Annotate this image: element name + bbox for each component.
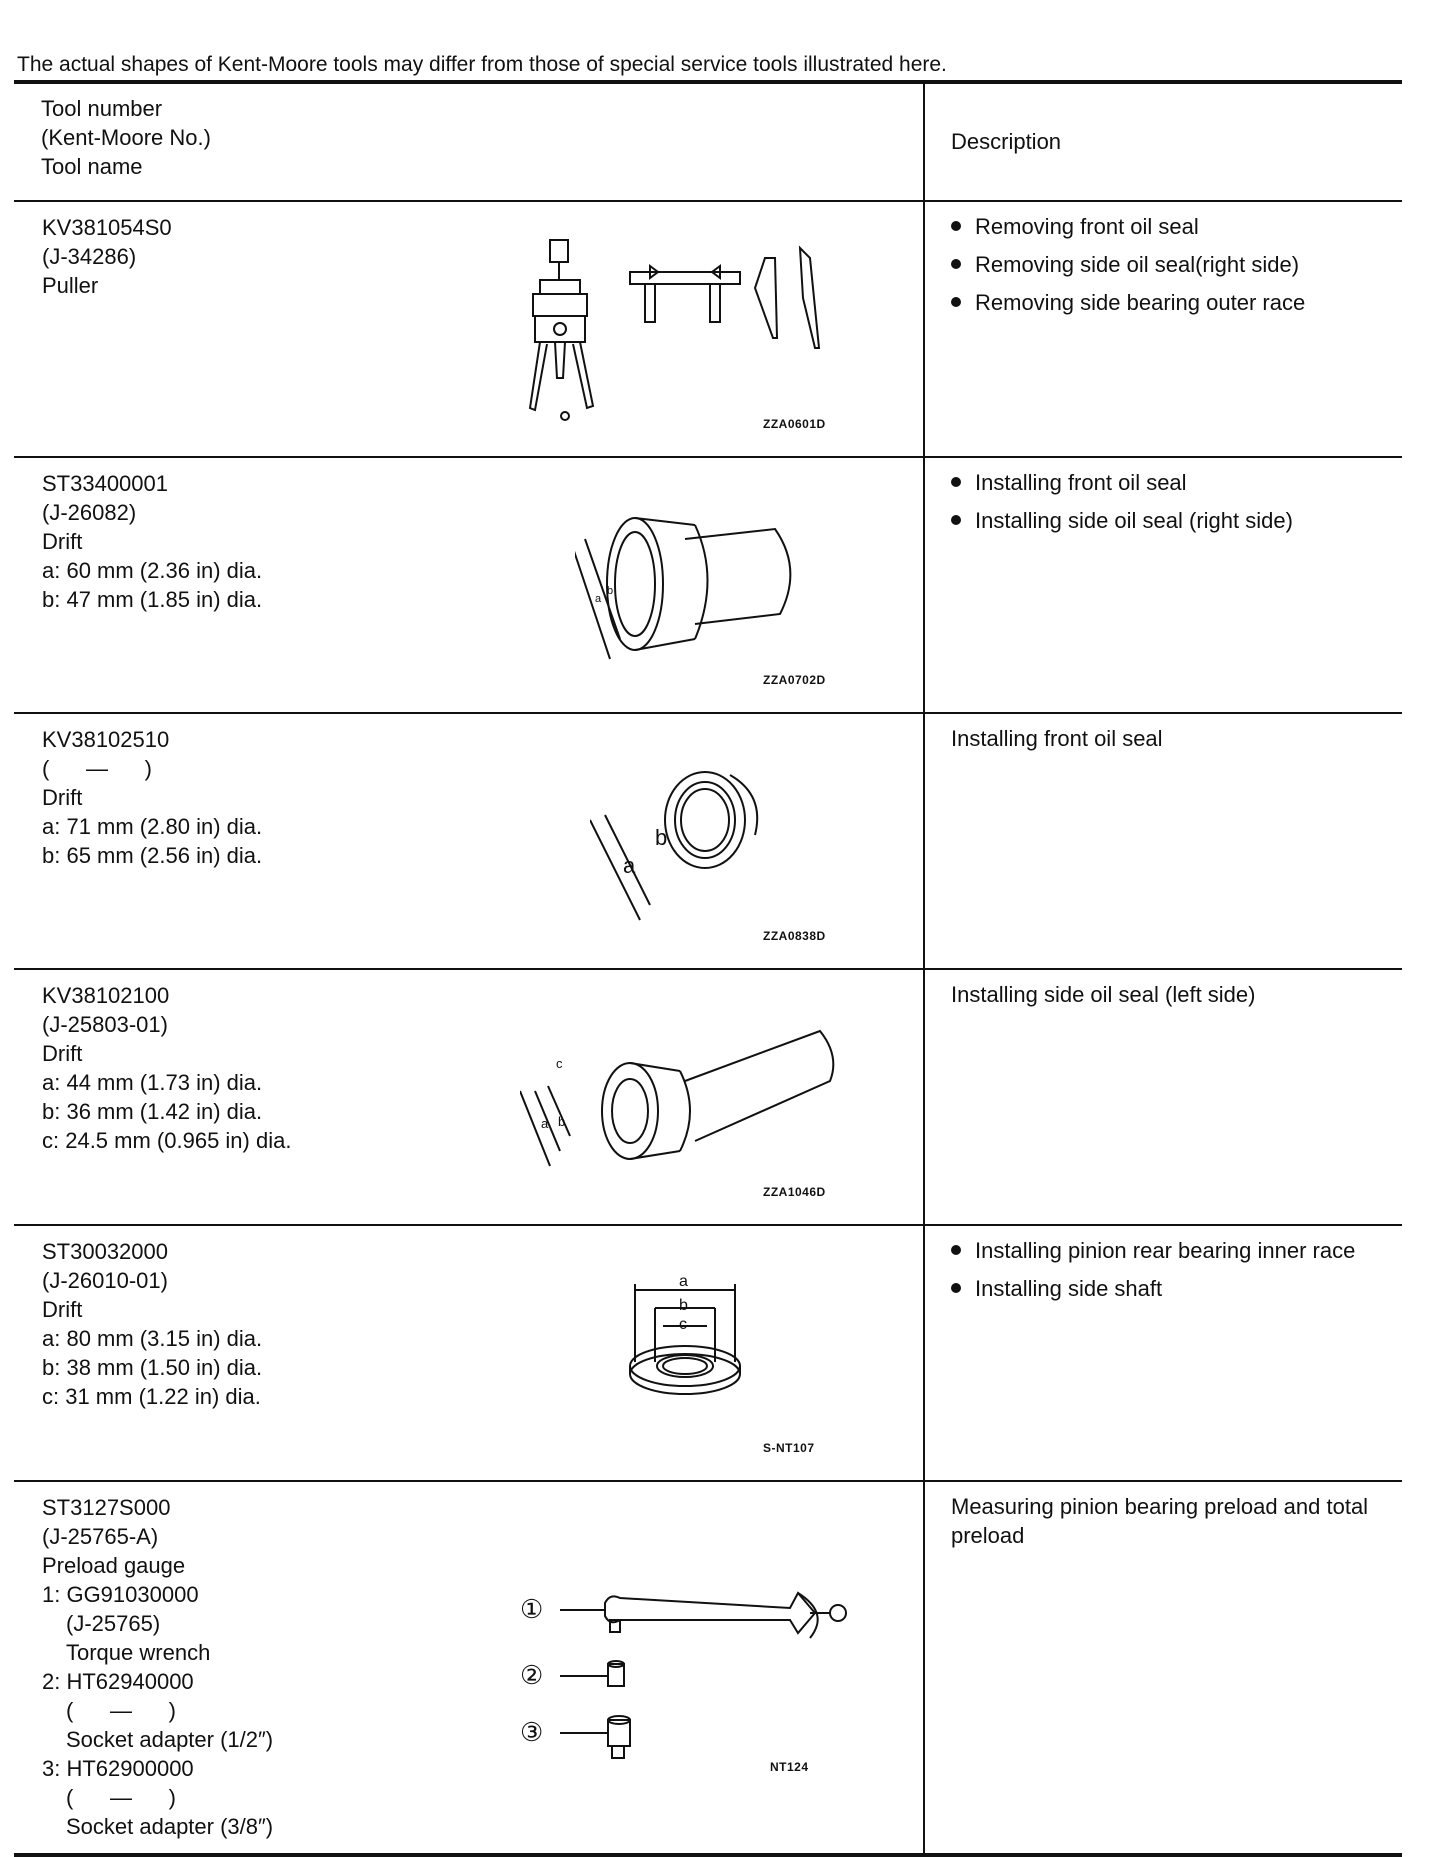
preload-gauge-illustration [540, 1568, 880, 1768]
dimension-b: b: 47 mm (1.85 in) dia. [42, 587, 263, 612]
figure-code: NT124 [770, 1760, 809, 1774]
figure-label: a [623, 853, 636, 878]
bullet-icon [951, 1283, 961, 1293]
list-item: Installing pinion rear bearing inner race [951, 1236, 1401, 1265]
table-row [14, 713, 1402, 969]
component-name: Torque wrench [66, 1640, 211, 1665]
dimension-a: a: 80 mm (3.15 in) dia. [42, 1326, 263, 1351]
tool-name: Puller [42, 273, 99, 298]
figure-label: a [595, 593, 602, 605]
figure-label: b [655, 825, 668, 850]
list-item: Removing front oil seal [951, 212, 1401, 241]
kent-moore-number: ( — ) [42, 756, 152, 781]
description-cell: Measuring pinion bearing preload and total preload [924, 1481, 1402, 1855]
description-cell [924, 457, 1402, 713]
figure-label: b [607, 585, 614, 597]
description-cell [924, 1225, 1402, 1481]
component-number: 2: HT62940000 [42, 1669, 194, 1694]
header-description-cell: Description [924, 82, 1402, 201]
special-service-tools-table [14, 80, 1402, 1857]
figure-code: ZZA0838D [763, 929, 826, 943]
component-number: 1: GG91030000 [42, 1582, 199, 1607]
list-item: Installing front oil seal [951, 468, 1401, 497]
tool-number: KV38102510 [42, 727, 170, 752]
intro-note: The actual shapes of Kent-Moore tools may differ from those of special service tools illustrated here. [17, 53, 947, 76]
tool-number: KV38102100 [42, 983, 170, 1008]
drift-illustration [520, 1011, 860, 1181]
figure-label: c [679, 1316, 688, 1333]
tool-name: Drift [42, 785, 83, 810]
list-item: Installing side oil seal (right side) [951, 506, 1401, 535]
tool-number: ST33400001 [42, 471, 168, 496]
figure-code: ZZA0702D [763, 673, 826, 687]
tool-number: KV381054S0 [42, 215, 172, 240]
tool-name: Preload gauge [42, 1553, 186, 1578]
dimension-c: c: 31 mm (1.22 in) dia. [42, 1384, 261, 1409]
component-kent-moore: ( — ) [66, 1785, 176, 1810]
kent-moore-number: (J-26010-01) [42, 1268, 168, 1293]
header-line: Tool name [41, 154, 143, 179]
table-header-row [14, 82, 1402, 201]
figure-code: ZZA0601D [763, 417, 826, 431]
dimension-a: a: 71 mm (2.80 in) dia. [42, 814, 263, 839]
table-row [14, 1225, 1402, 1481]
dimension-a: a: 60 mm (2.36 in) dia. [42, 558, 263, 583]
kent-moore-number: (J-25803-01) [42, 1012, 168, 1037]
figure-label: c [556, 1056, 563, 1071]
header-tool-cell [14, 82, 924, 201]
drift-illustration [590, 755, 790, 925]
figure-label: b [679, 1297, 689, 1314]
figure-label: a [679, 1273, 689, 1290]
kent-moore-number: (J-34286) [42, 244, 137, 269]
tool-name: Drift [42, 1041, 83, 1066]
description-cell: Installing side oil seal (left side) [924, 969, 1402, 1225]
table-row [14, 457, 1402, 713]
component-kent-moore: (J-25765) [66, 1611, 161, 1636]
dimension-b: b: 65 mm (2.56 in) dia. [42, 843, 263, 868]
kent-moore-number: (J-25765-A) [42, 1524, 159, 1549]
component-kent-moore: ( — ) [66, 1698, 176, 1723]
dimension-b: b: 36 mm (1.42 in) dia. [42, 1099, 263, 1124]
bullet-icon [951, 477, 961, 487]
table-row [14, 1481, 1402, 1855]
bullet-icon [951, 297, 961, 307]
list-item: Installing side shaft [951, 1274, 1401, 1303]
list-item: Removing side oil seal(right side) [951, 250, 1401, 279]
list-item: Removing side bearing outer race [951, 288, 1401, 317]
dimension-b: b: 38 mm (1.50 in) dia. [42, 1355, 263, 1380]
figure-code: S-NT107 [763, 1441, 815, 1455]
bullet-icon [951, 515, 961, 525]
tool-number: ST3127S000 [42, 1495, 171, 1520]
bullet-icon [951, 221, 961, 231]
header-line: Tool number [41, 96, 163, 121]
bullet-icon [951, 1245, 961, 1255]
tool-name: Drift [42, 529, 83, 554]
dimension-c: c: 24.5 mm (0.965 in) dia. [42, 1128, 292, 1153]
callout-3: ③ [520, 1717, 544, 1747]
puller-illustration [505, 238, 845, 428]
description-cell: Installing front oil seal [924, 713, 1402, 969]
component-name: Socket adapter (1/2″) [66, 1727, 274, 1752]
tool-name: Drift [42, 1297, 83, 1322]
description-cell [924, 201, 1402, 457]
callout-2: ② [520, 1660, 544, 1690]
kent-moore-number: (J-26082) [42, 500, 137, 525]
tool-number: ST30032000 [42, 1239, 168, 1264]
bullet-icon [951, 259, 961, 269]
figure-label: b [558, 1114, 566, 1129]
callout-1: ① [520, 1594, 544, 1624]
component-number: 3: HT62900000 [42, 1756, 194, 1781]
header-line: (Kent-Moore No.) [41, 125, 211, 150]
dimension-a: a: 44 mm (1.73 in) dia. [42, 1070, 263, 1095]
table-row [14, 969, 1402, 1225]
figure-code: ZZA1046D [763, 1185, 826, 1199]
figure-label: a [541, 1116, 549, 1131]
table-row [14, 201, 1402, 457]
component-name: Socket adapter (3/8″) [66, 1814, 274, 1839]
